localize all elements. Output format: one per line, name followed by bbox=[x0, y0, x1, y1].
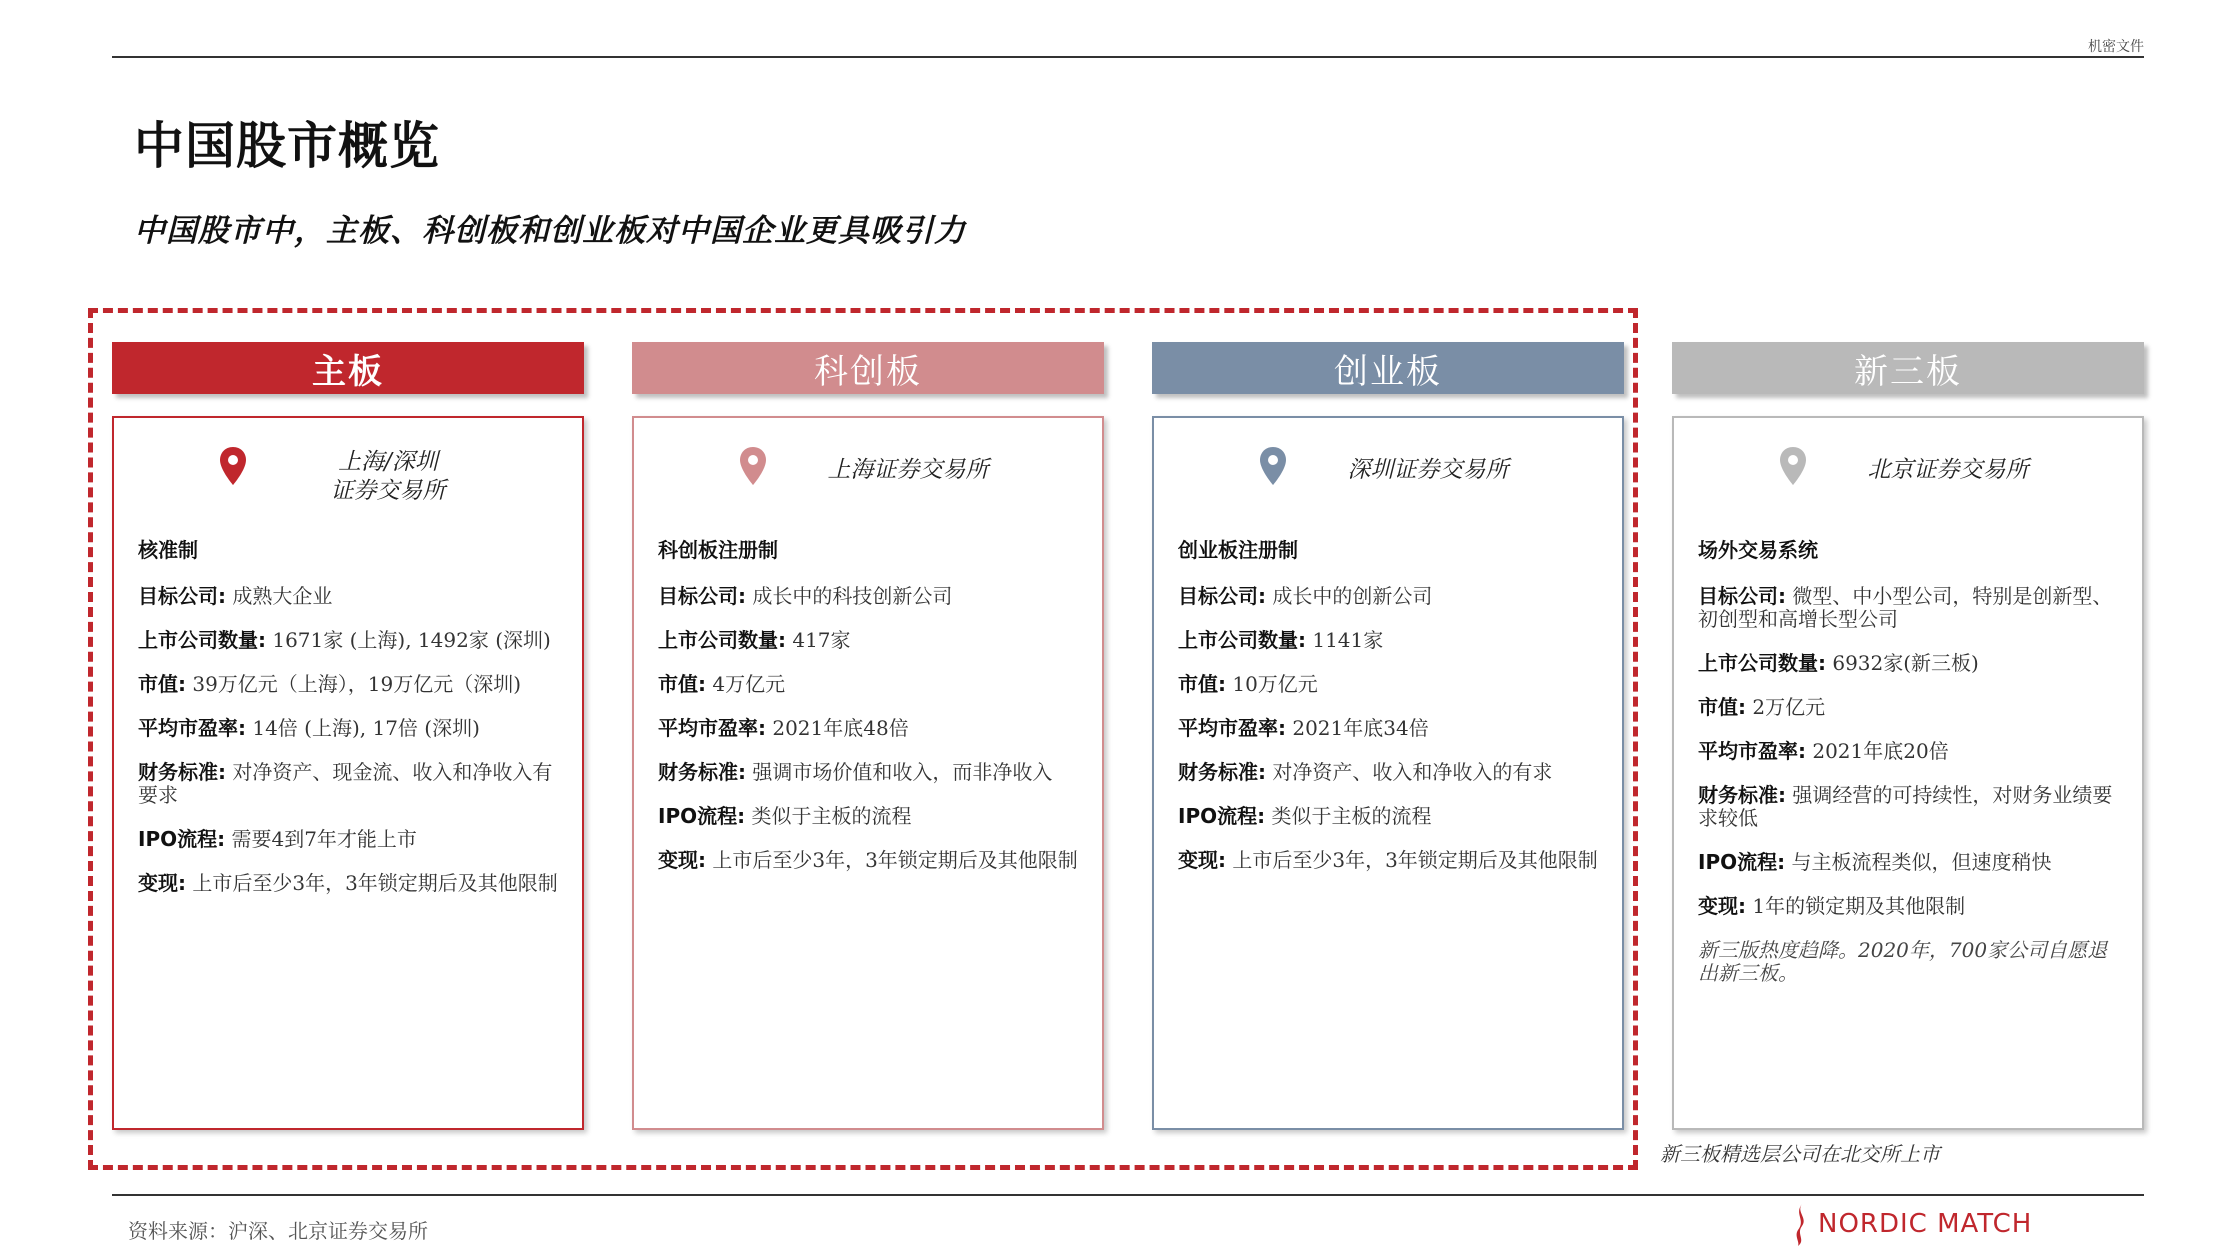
fact-value: 成熟大企业 bbox=[226, 584, 333, 608]
board-card bbox=[112, 416, 584, 1130]
fact-value: 微型、中小型公司，特别是创新型、初创型和高增长型公司 bbox=[1698, 584, 2113, 631]
fact-value: 2021年底20倍 bbox=[1806, 739, 1949, 763]
fact-label: 变现: bbox=[138, 871, 186, 895]
listing-regime: 核准制 bbox=[138, 538, 198, 562]
board-fact bbox=[658, 849, 1078, 872]
board-fact bbox=[1698, 784, 2118, 830]
fact-label: 上市公司数量: bbox=[1698, 651, 1826, 675]
fact-label: 市值: bbox=[1698, 695, 1746, 719]
board-column bbox=[112, 342, 584, 895]
exchange-name: 北京证券交易所 bbox=[1867, 457, 2029, 483]
listing-regime: 创业板注册制 bbox=[1178, 538, 1298, 562]
fact-value: 417家 bbox=[786, 628, 851, 652]
fact-label: 财务标准: bbox=[138, 760, 226, 784]
card-header bbox=[658, 432, 1078, 522]
card-header bbox=[1178, 432, 1598, 522]
board-fact bbox=[1178, 673, 1598, 696]
fact-label: 财务标准: bbox=[1178, 760, 1266, 784]
fact-value: 成长中的科技创新公司 bbox=[746, 584, 953, 608]
board-fact bbox=[1698, 895, 2118, 918]
fact-value: 需要4到7年才能上市 bbox=[225, 827, 417, 851]
board-header: 主板 bbox=[112, 342, 584, 394]
listing-regime: 科创板注册制 bbox=[658, 538, 778, 562]
fact-value: 2万亿元 bbox=[1746, 695, 1826, 719]
board-card bbox=[1152, 416, 1624, 1130]
card-header bbox=[1698, 432, 2118, 522]
confidential-label: 机密文件 bbox=[2088, 39, 2144, 55]
fact-value: 上市后至少3年，3年锁定期后及其他限制 bbox=[186, 871, 558, 895]
board-card bbox=[632, 416, 1104, 1130]
fact-label: 平均市盈率: bbox=[658, 716, 766, 740]
fact-label: 变现: bbox=[658, 848, 706, 872]
board-fact bbox=[658, 717, 1078, 740]
fact-label: IPO流程: bbox=[1178, 804, 1266, 828]
board-fact bbox=[138, 872, 558, 895]
board-fact bbox=[658, 629, 1078, 652]
page-title: 中国股市概览 bbox=[134, 117, 440, 175]
board-fact bbox=[1698, 585, 2118, 631]
fact-value: 上市后至少3年，3年锁定期后及其他限制 bbox=[706, 848, 1078, 872]
fact-label: 目标公司: bbox=[1698, 584, 1786, 608]
flame-icon bbox=[1790, 1202, 1810, 1246]
fact-label: 平均市盈率: bbox=[138, 716, 246, 740]
board-card bbox=[1672, 416, 2144, 1130]
fact-value: 39万亿元（上海），19万亿元（深圳) bbox=[186, 672, 522, 696]
fact-value: 强调市场价值和收入，而非净收入 bbox=[746, 760, 1053, 784]
fact-label: 上市公司数量: bbox=[658, 628, 786, 652]
board-column bbox=[1672, 342, 2144, 985]
board-fact bbox=[1698, 740, 2118, 763]
board-fact bbox=[1178, 761, 1598, 784]
board-column bbox=[1152, 342, 1624, 872]
board-fact bbox=[1178, 805, 1598, 828]
fact-value: 4万亿元 bbox=[706, 672, 786, 696]
exchange-name: 深圳证券交易所 bbox=[1347, 457, 1509, 483]
page-subtitle: 中国股市中，主板、科创板和创业板对中国企业更具吸引力 bbox=[134, 213, 966, 249]
fact-label: 目标公司: bbox=[658, 584, 746, 608]
source-note: 资料来源：沪深、北京证券交易所 bbox=[128, 1219, 428, 1243]
fact-value: 类似于主板的流程 bbox=[745, 804, 912, 828]
brand-logo bbox=[1790, 1202, 2032, 1246]
board-header: 创业板 bbox=[1152, 342, 1624, 394]
fact-value: 与主板流程类似，但速度稍快 bbox=[1785, 850, 2052, 874]
listing-regime: 场外交易系统 bbox=[1698, 538, 1818, 562]
board-fact bbox=[1178, 849, 1598, 872]
fact-value: 1141家 bbox=[1306, 628, 1384, 652]
board-fact bbox=[1698, 696, 2118, 719]
fact-label: IPO流程: bbox=[658, 804, 746, 828]
fact-label: 目标公司: bbox=[1178, 584, 1266, 608]
fact-label: 变现: bbox=[1178, 848, 1226, 872]
board-fact bbox=[1178, 585, 1598, 608]
board-fact bbox=[1178, 717, 1598, 740]
fact-value: 成长中的创新公司 bbox=[1266, 584, 1433, 608]
fact-label: IPO流程: bbox=[1698, 850, 1786, 874]
fact-label: 目标公司: bbox=[138, 584, 226, 608]
fact-value: 2021年底34倍 bbox=[1286, 716, 1429, 740]
board-fact bbox=[138, 717, 558, 740]
fact-label: 平均市盈率: bbox=[1178, 716, 1286, 740]
footnote: 新三板精选层公司在北交所上市 bbox=[1660, 1142, 1940, 1166]
fact-label: 上市公司数量: bbox=[1178, 628, 1306, 652]
board-fact bbox=[138, 629, 558, 652]
board-fact bbox=[658, 585, 1078, 608]
fact-label: 财务标准: bbox=[1698, 783, 1786, 807]
board-fact bbox=[138, 673, 558, 696]
fact-value: 对净资产、现金流、收入和净收入有要求 bbox=[138, 760, 553, 807]
bottom-divider bbox=[112, 1194, 2144, 1196]
card-header bbox=[138, 432, 558, 522]
board-fact bbox=[658, 805, 1078, 828]
board-fact bbox=[1698, 851, 2118, 874]
fact-label: 市值: bbox=[138, 672, 186, 696]
board-fact bbox=[658, 673, 1078, 696]
fact-value: 6932家(新三板) bbox=[1826, 651, 1979, 675]
fact-value: 1671家 (上海), 1492家 (深圳) bbox=[266, 628, 551, 652]
board-fact bbox=[1698, 652, 2118, 675]
board-fact bbox=[1178, 629, 1598, 652]
brand-name: NORDIC MATCH bbox=[1818, 1209, 2033, 1239]
fact-label: 市值: bbox=[1178, 672, 1226, 696]
board-column bbox=[632, 342, 1104, 872]
fact-label: IPO流程: bbox=[138, 827, 226, 851]
fact-label: 上市公司数量: bbox=[138, 628, 266, 652]
board-fact bbox=[658, 761, 1078, 784]
fact-value: 2021年底48倍 bbox=[766, 716, 909, 740]
fact-label: 变现: bbox=[1698, 894, 1746, 918]
top-divider bbox=[112, 56, 2144, 58]
fact-value: 1年的锁定期及其他限制 bbox=[1746, 894, 1966, 918]
fact-value: 上市后至少3年，3年锁定期后及其他限制 bbox=[1226, 848, 1598, 872]
board-fact bbox=[138, 585, 558, 608]
board-fact bbox=[138, 761, 558, 807]
fact-value: 10万亿元 bbox=[1226, 672, 1318, 696]
fact-value: 14倍 (上海), 17倍 (深圳) bbox=[246, 716, 480, 740]
fact-value: 对净资产、收入和净收入的有求 bbox=[1266, 760, 1553, 784]
exchange-name: 上海/深圳 证券交易所 bbox=[330, 449, 446, 504]
exchange-name: 上海证券交易所 bbox=[827, 457, 989, 483]
board-header: 新三板 bbox=[1672, 342, 2144, 394]
fact-label: 市值: bbox=[658, 672, 706, 696]
fact-value: 类似于主板的流程 bbox=[1265, 804, 1432, 828]
board-fact bbox=[138, 828, 558, 851]
fact-label: 平均市盈率: bbox=[1698, 739, 1806, 763]
board-header: 科创板 bbox=[632, 342, 1104, 394]
fact-value: 强调经营的可持续性，对财务业绩要求较低 bbox=[1698, 783, 2113, 830]
fact-label: 财务标准: bbox=[658, 760, 746, 784]
board-note: 新三版热度趋降。2020年，700家公司自愿退出新三板。 bbox=[1698, 938, 2108, 985]
